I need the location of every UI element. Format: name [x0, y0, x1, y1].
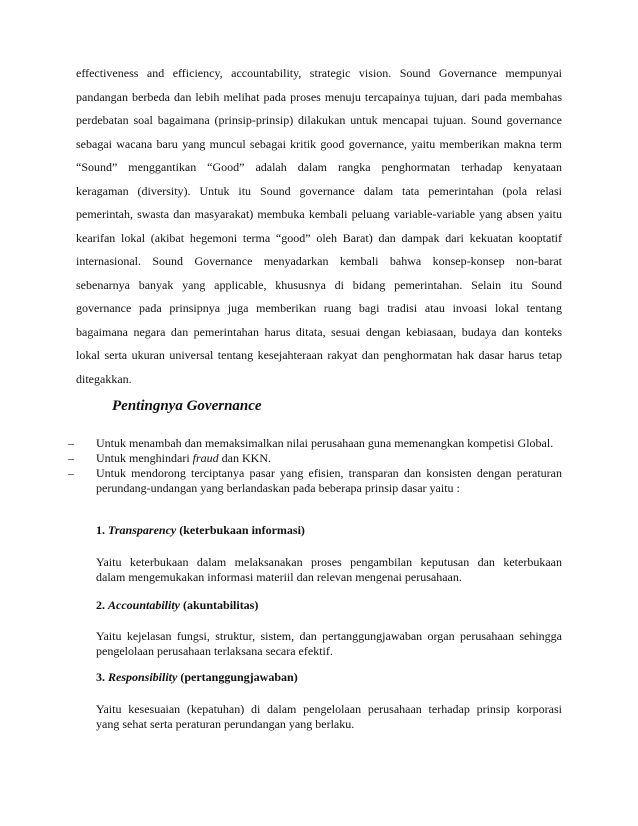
paragraph-line: pemerintah, swasta dan masyarakat) membuka kembali peluang variable-variable yang absen yaitu: [76, 207, 562, 221]
principle-gloss: (akuntabilitas): [183, 598, 259, 612]
paragraph-line: ditegakkan.: [76, 371, 132, 386]
principle-description: [96, 555, 562, 585]
paragraph-line: sebenarnya banyak yang applicable, khususnya di bidang pemerintahan. Selain itu Sound: [76, 277, 562, 292]
bullet-item: [64, 436, 562, 451]
principle-number: 3.: [96, 670, 105, 684]
bullet-dash: –: [68, 436, 74, 450]
body-paragraph: [76, 62, 562, 391]
principle-term: Transparency: [108, 523, 177, 537]
principle-description: [96, 629, 562, 659]
paragraph-line: effectiveness and efficiency, accountability, strategic vision. Sound Governance mempunyai: [76, 66, 562, 80]
principle-line: yang sehat serta peraturan perundangan yang berlaku.: [96, 717, 355, 731]
principle-heading: [96, 670, 298, 685]
paragraph-line: governance pada prinsipnya juga memberikan ruang bagi tradisi atau invoasi lokal tentang: [76, 301, 562, 315]
paragraph-line: keragaman (diversity). Untuk itu Sound governance dalam tata pemerintahan (pola relasi: [76, 183, 562, 198]
principle-line: Yaitu keterbukaan dalam melaksanakan proses pengambilan keputusan dan keterbukaan: [96, 555, 562, 569]
paragraph-line: “Sound” menggantikan “Good” adalah dalam rangka penghormatan terhadap kenyataan: [76, 160, 562, 174]
principle-gloss: (pertanggungjawaban): [180, 670, 298, 684]
bullet-text: Untuk mendorong terciptanya pasar yang efisien, transparan dan konsisten dengan peraturan perundang-undangan yang berlandaskan pada beberapa prinsip dasar yaitu :: [96, 466, 562, 495]
paragraph-line: internasional. Sound Governance menyadarkan kembali bahwa konsep-konsep non-barat: [76, 254, 562, 268]
principle-number: 1.: [96, 523, 105, 537]
bullet-item: [64, 466, 562, 496]
principle-line: Yaitu kejelasan fungsi, struktur, sistem, dan pertanggungjawaban organ perusahaan sehingga: [96, 629, 562, 643]
paragraph-line: perdebatan soal bagaimana (prinsip-prinsip) dilakukan untuk mencapai tujuan. Sound governance: [76, 113, 562, 127]
paragraph-line: lokal serta ukuran universal tentang kesejahteraan rakyat dan penghormatan hak dasar harus tetap: [76, 348, 562, 362]
bullet-dash: –: [68, 466, 74, 480]
bullet-dash: –: [68, 451, 74, 465]
principle-heading: [96, 598, 258, 613]
principle-number: 2.: [96, 598, 105, 612]
principle-description: [96, 702, 562, 732]
section-heading: Pentingnya Governance: [112, 398, 262, 414]
principle-line: Yaitu kesesuaian (kepatuhan) di dalam pengelolaan perusahaan terhadap prinsip korporasi: [96, 702, 562, 716]
bullet-emphasis: fraud: [192, 451, 219, 465]
principle-term: Responsibility: [108, 670, 178, 684]
principle-term: Accountability: [108, 598, 180, 612]
paragraph-line: kearifan lokal (akibat hegemoni terma “good” oleh Barat) dan dampak dari kekuatan kooptatif: [76, 230, 562, 245]
bullet-list: [64, 436, 562, 496]
principle-line: dalam mengemukakan informasi materiil dan relevan mengenai perusahaan.: [96, 570, 462, 584]
principle-heading: [96, 523, 305, 538]
bullet-text: dan KKN.: [218, 451, 271, 465]
paragraph-line: bagaimana negara dan pemerintahan harus ditata, sesuai dengan kebiasaan, budaya dan konteks: [76, 324, 562, 339]
bullet-item: [64, 451, 562, 466]
paragraph-line: sebagai wacana baru yang muncul sebagai kritik good governance, yaitu memberikan makna term: [76, 136, 562, 151]
bullet-text: Untuk menambah dan memaksimalkan nilai perusahaan guna memenangkan kompetisi Global.: [96, 436, 554, 450]
principle-line: pengelolaan perusahaan terlaksana secara efektif.: [96, 644, 333, 658]
paragraph-line: pandangan berbeda dan lebih melihat pada proses menuju tercapainya tujuan, dari pada membahas: [76, 89, 562, 104]
principle-gloss: (keterbukaan informasi): [179, 523, 305, 537]
bullet-text: Untuk menghindari: [96, 451, 193, 465]
